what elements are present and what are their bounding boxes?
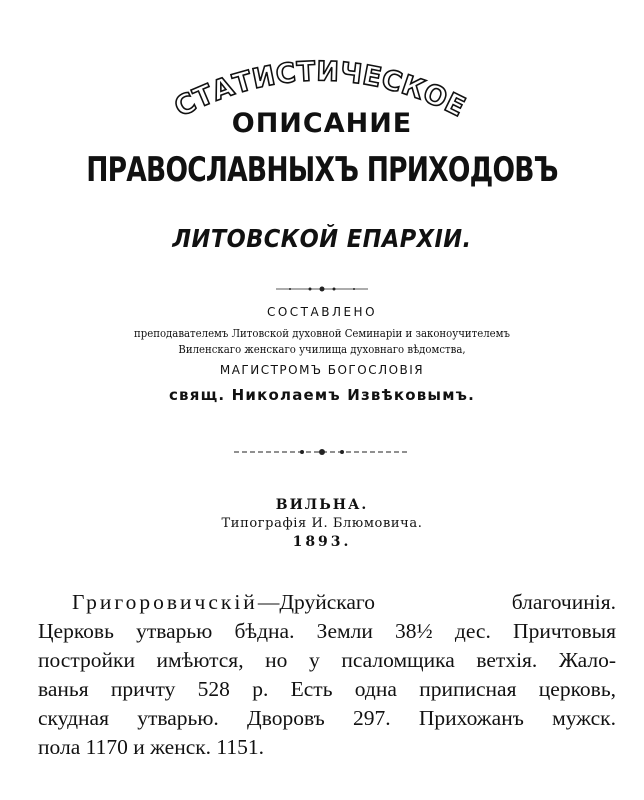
- ornament-divider: [272, 284, 372, 294]
- title-line-parishes: ПРАВОСЛАВНЫХЪ ПРИХОДОВЪ: [86, 150, 558, 190]
- title-line-eparchy: ЛИТОВСКОЙ ЕПАРХІИ.: [172, 224, 472, 253]
- publication-year: 1893.: [292, 534, 352, 550]
- entry-heading: Григоровичскій: [72, 590, 258, 614]
- entry-line-2: Церковь утварью бѣдна. Земли 38½ дес. Причтовыя: [38, 619, 616, 643]
- entry-line-1: [38, 588, 616, 617]
- ornament-rule: [232, 446, 412, 458]
- title-arc-text: СТАТИСТИЧЕСКОЕ: [169, 56, 471, 124]
- author-description-2: Виленскаго женскаго училища духовнаго вѣдомства,: [178, 343, 466, 356]
- author-degree: МАГИСТРОМЪ БОГОСЛОВІЯ: [219, 363, 425, 377]
- entry-line-text: —Друйскаго благочинія.: [257, 590, 616, 614]
- entry-line-5: скудная утварью. Дворовъ 297. Прихожанъ мужск.: [38, 706, 616, 730]
- author-name: свящ. Николаемъ Извѣковымъ.: [168, 386, 476, 404]
- compiled-label: СОСТАВЛЕНО: [266, 305, 378, 319]
- entry-line-4: ванья причту 528 р. Есть одна приписная церковь,: [38, 677, 616, 701]
- printer: Типографія И. Блюмовича.: [221, 516, 423, 531]
- entry-paragraph: [38, 588, 616, 762]
- publication-city: ВИЛЬНА.: [275, 497, 369, 513]
- entry-line-6: пола 1170 и женск. 1151.: [38, 735, 265, 759]
- title-line-opisanie: ОПИСАНИЕ: [231, 108, 413, 139]
- author-description-1: преподавателемъ Литовской духовной Семинаріи и законоучителемъ: [134, 327, 510, 340]
- entry-line-3: постройки имѣются, но у псаломщика ветхія. Жало-: [38, 648, 616, 672]
